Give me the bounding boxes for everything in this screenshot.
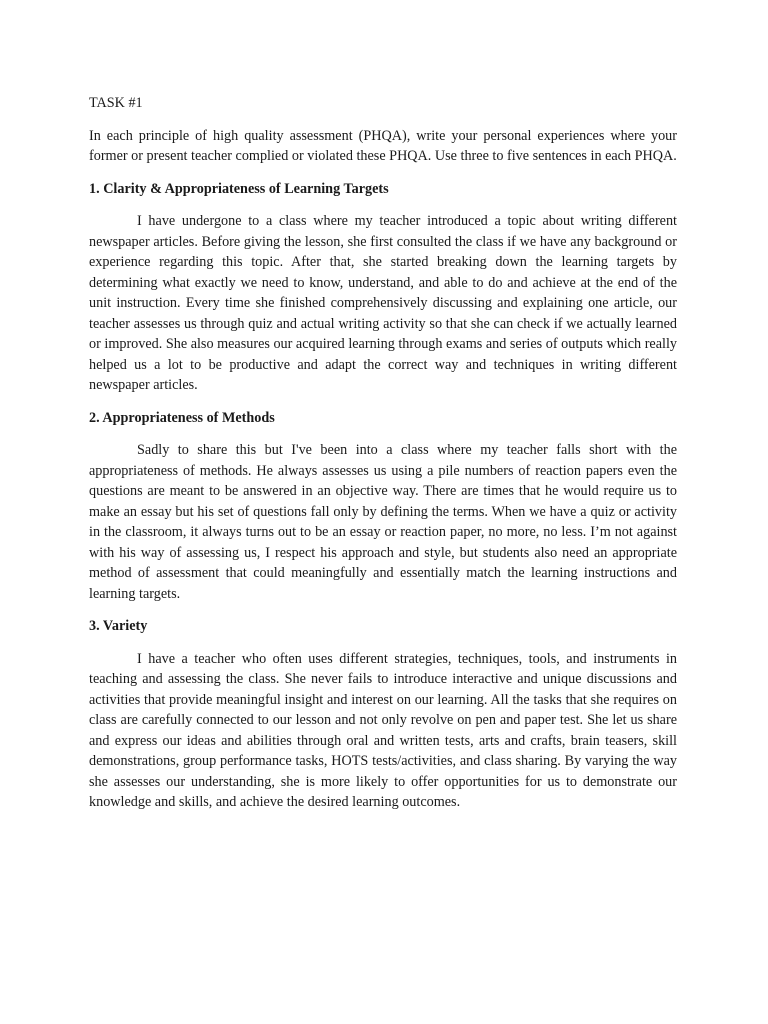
task-title: TASK #1 [89,95,143,111]
section-heading-variety: 3. Variety [89,618,148,634]
intro-paragraph: In each principle of high quality assessment (PHQA), write your personal experiences where your former or present teacher complied or violated these PHQA. Use three to five sentences in each PHQA. [89,127,677,164]
section-body-variety: I have a teacher who often uses different strategies, techniques, tools, and instruments in teaching and assessing the class. She never fails to introduce interactive and unique discussions and activities that provide meaningful insight and interest on our learning. All the tasks that she requires on class are carefully connected to our lesson and not only revolve on pen and paper test. She let us share and express our ideas and abilities through oral and written tests, arts and crafts, brain teasers, skill demonstrations, group performance tasks, HOTS tests/activities, and class sharing. By varying the way she assesses our understanding, she is more likely to offer opportunities for us to demonstrate our knowledge and skills, and achieve the desired learning outcomes. [89,650,677,810]
document-content [89,93,677,825]
section-body-methods: Sadly to share this but I've been into a class where my teacher falls short with the appropriateness of methods. He always assesses us using a pile numbers of reaction papers even the questions are meant to be answered in an objective way. There are times that he would require us to make an essay but his set of questions fall only by defining the terms. When we have a quiz or activity in the classroom, it always turns out to be an essay or reaction paper, no more, no less. I’m not against with his way of assessing us, I respect his approach and style, but students also need an appropriate method of assessment that could meaningfully and essentially match the learning instructions and learning targets. [89,442,677,602]
section-heading-methods: 2. Appropriateness of Methods [89,409,275,426]
section-heading-clarity: 1. Clarity & Appropriateness of Learning Targets [89,180,389,197]
section-body-clarity: I have undergone to a class where my teacher introduced a topic about writing different newspaper articles. Before giving the lesson, she first consulted the class if we have any background or experience regarding this topic. After that, she started breaking down the learning targets by determining what exactly we need to know, understand, and able to do and achieve at the end of the unit instruction. Every time she finished comprehensively discussing and explaining one article, our teacher assesses us through quiz and actual writing activity so that she can check if we actually learned or improved. She also measures our acquired learning through exams and series of outputs which really helped us a lot to be productive and adapt the correct way and techniques in writing different newspaper articles. [89,213,677,393]
